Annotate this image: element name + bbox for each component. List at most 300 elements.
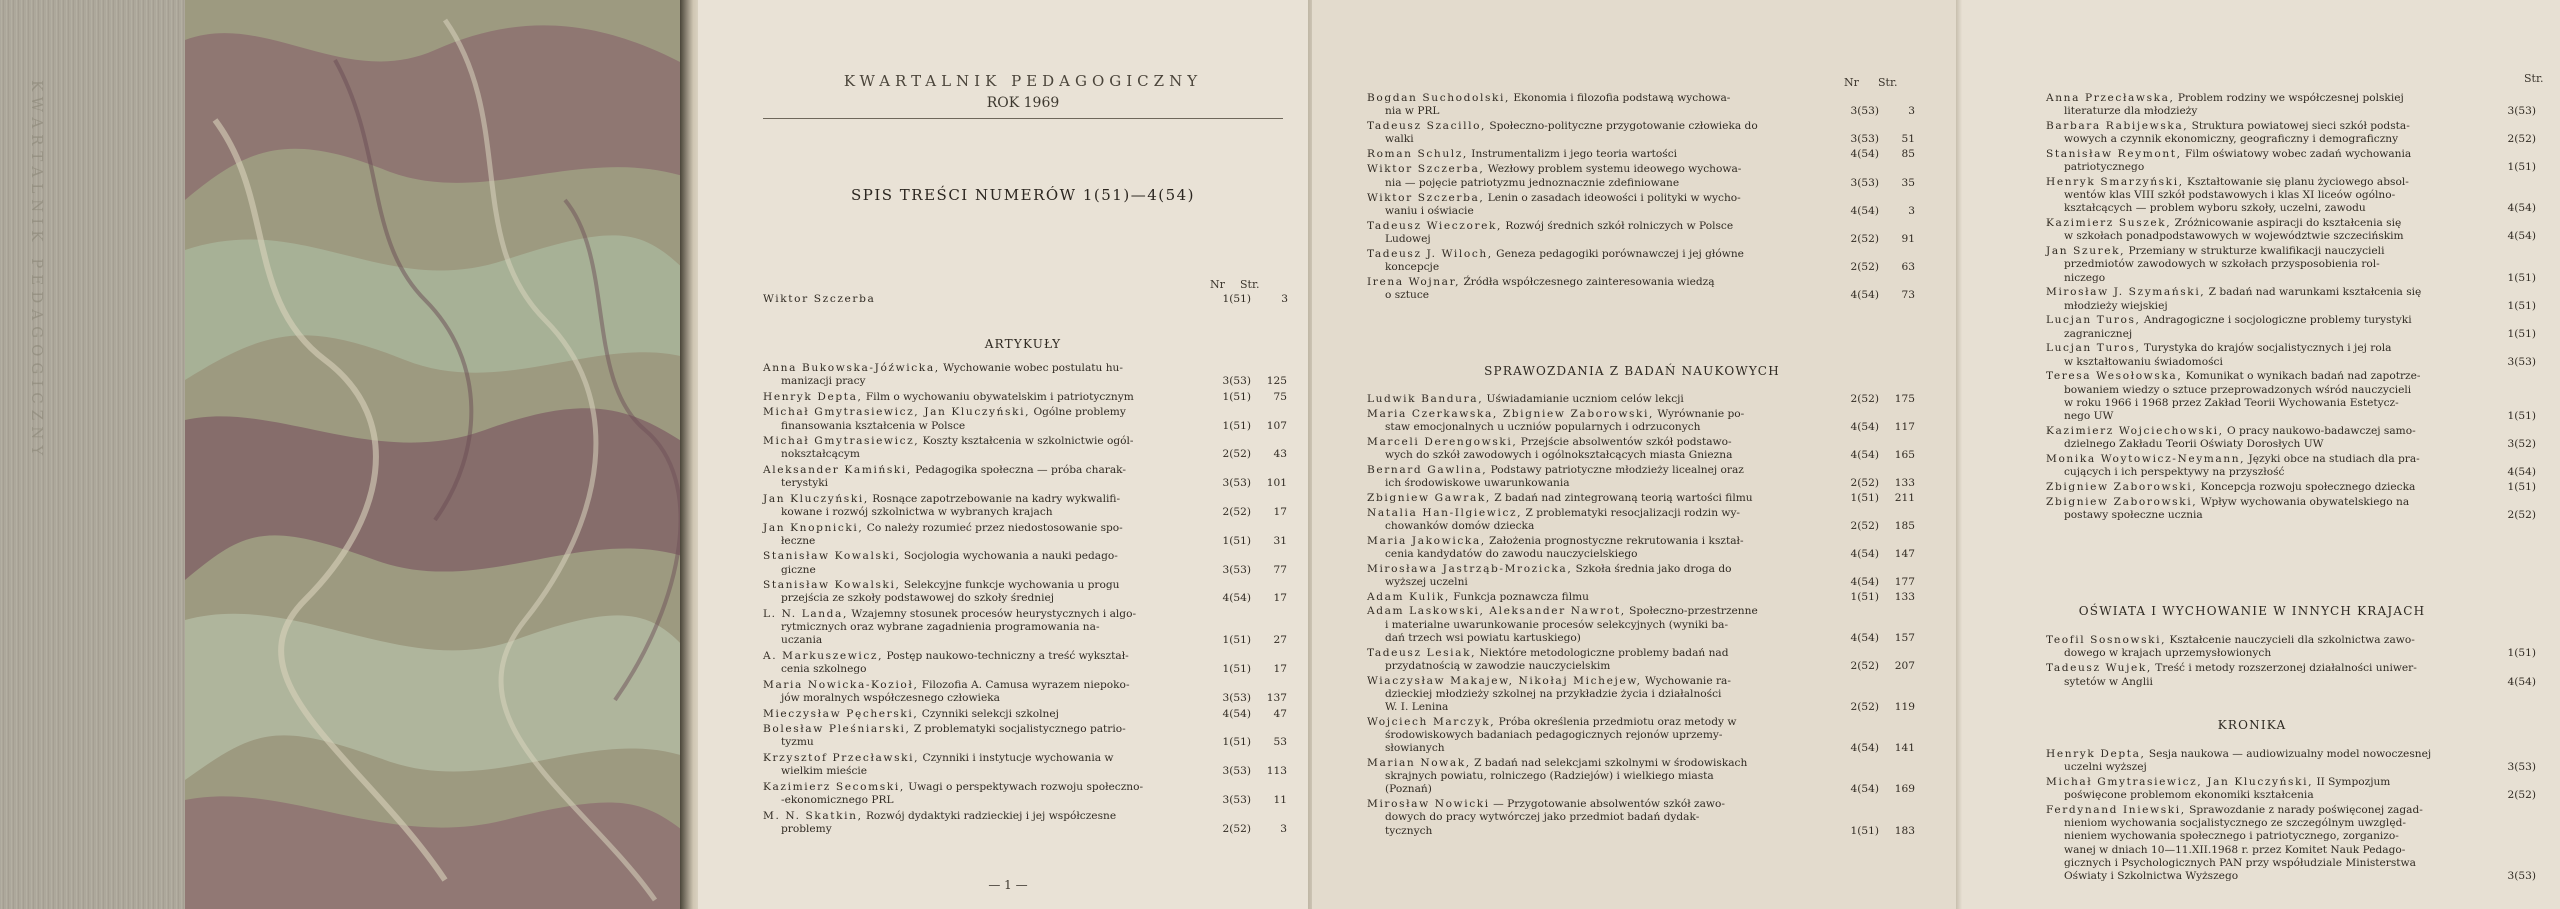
toc-entry	[1367, 436, 1927, 462]
entry-title: Komunikat o wynikach badań nad zapotrze-	[2185, 370, 2421, 383]
entry-title: Filozofia A. Camusa wyrazem niepoko-	[921, 678, 1130, 691]
entry-title-continuation: giczne	[781, 563, 816, 576]
entry-title-continuation: wyższej uczelni	[1385, 575, 1468, 588]
entry-issue-number: 4(54)	[1222, 592, 1251, 605]
entry-page-number: 73	[1901, 289, 1915, 302]
entry-title-continuation: dzielnego Zakładu Teorii Oświaty Dorosłych UW	[2064, 438, 2324, 450]
entry-title-continuation: wowych a czynnik ekonomiczny, geograficzny i demograficzny	[2064, 133, 2399, 146]
section-kronika: KRONIKA	[2217, 718, 2287, 732]
entry-author: M. N. Skatkin,	[763, 809, 863, 822]
entry-issue-number: 2(52)	[1222, 822, 1251, 835]
entry-issue-number: 2(52)	[2507, 789, 2536, 802]
toc-entry	[2046, 634, 2546, 660]
toc-title: SPIS TREŚCI NUMERÓW 1(51)—4(54)	[850, 186, 1196, 204]
entry-line	[2046, 804, 2546, 817]
entry-line	[1367, 507, 1927, 520]
entry-author: Bolesław Pleśniarski,	[763, 723, 911, 736]
entry-title: Z problematyki resocjalizacji rodzin wy-	[1525, 506, 1741, 519]
entry-page-number: 175	[1894, 393, 1915, 405]
entry-author: Natalia Han-Ilgiewicz,	[1367, 506, 1523, 519]
page-3	[1962, 0, 2560, 909]
entry-page-number: 43	[1273, 448, 1287, 461]
entry-author: Marian Nowak,	[1367, 757, 1471, 769]
entry-title: Z problematyki socjalistycznego patrio-	[913, 723, 1126, 736]
entry-issue-number: 2(52)	[1850, 232, 1879, 245]
entry-line	[1367, 605, 1927, 618]
entry-line	[2046, 776, 2546, 789]
entry-title-continuation: nieniom wychowania socjalistycznego ze szczególnym uwzględ- nieniem wychowania społecznego i patriotycznego, zorganizo- wanej w dniach 10—11.XII.1968 r. przez Komitet Nauk Pedago- gicznych i Psychologicznych PAN przy współudziale Ministerstwa Oświaty i Szkolnictwa Wyższego	[2064, 817, 2416, 883]
entry-author: Michał Gmytrasiewicz,	[763, 435, 920, 448]
entry-line	[763, 464, 1288, 477]
toc-entry	[1367, 248, 1927, 274]
toc-entry	[763, 708, 1288, 721]
entry-author: Ludwik Bandura,	[1367, 393, 1484, 405]
entry-title-continuation: przydatnością w zawodzie nauczycielskim	[1385, 659, 1611, 672]
entry-line	[2046, 148, 2546, 161]
entry-issue-number: 3(53)	[2507, 870, 2536, 882]
entry-line	[763, 522, 1288, 535]
entry-page-number: 185	[1894, 519, 1915, 532]
entry-line	[763, 406, 1288, 419]
entry-page-number: 17	[1273, 505, 1287, 518]
entry-issue-number: 4(54)	[1850, 448, 1879, 461]
toc-entry	[2046, 370, 2546, 423]
marbled-cover	[185, 0, 695, 909]
entry-title: Wyrównanie po-	[1657, 407, 1745, 420]
entry-title-continuation: w kształtowaniu świadomości	[2064, 355, 2223, 368]
entry-title: Niektóre metodologiczne problemy badań nad	[1479, 646, 1729, 659]
entry-line	[1367, 798, 1927, 811]
entry-issue-number: 4(54)	[2507, 465, 2536, 478]
entry-line	[1367, 535, 1927, 548]
entry-page-number: 27	[1273, 634, 1287, 647]
entry-line	[2046, 662, 2546, 675]
toc-entry	[763, 522, 1288, 548]
entry-title-continuation: i materialne uwarunkowanie procesów selekcyjnych (wyniki ba- dań trzech wsi powiatu kartuskiego)	[1385, 618, 1729, 644]
entry-author: Kazimierz Suszek,	[2046, 217, 2172, 230]
entry-author: Bogdan Suchodolski,	[1367, 92, 1511, 104]
entry-issue-number: 1(51)	[1850, 590, 1879, 603]
toc-entry	[1367, 464, 1927, 490]
entry-title: Przejście absolwentów szkół podstawo-	[1520, 435, 1732, 448]
entry-title: Założenia prognostyczne rekrutowania i kształ-	[1489, 534, 1744, 547]
entry-issue-number: 3(53)	[1850, 176, 1879, 189]
entry-issue-number: 1(51)	[1222, 534, 1251, 547]
entry-page-number: 17	[1273, 592, 1287, 605]
entry-issue-number: 4(54)	[1850, 783, 1879, 796]
entry-author: L. N. Landa,	[763, 608, 848, 620]
entry-issue-number: 3(53)	[1222, 793, 1251, 806]
entry-author: Mirosław J. Szymański,	[2046, 286, 2206, 299]
entry-title: — Przygotowanie absolwentów szkół zawo-	[1493, 798, 1725, 811]
entry-author: Lucjan Turos,	[2046, 314, 2141, 327]
entry-title-continuation: sytetów w Anglii	[2064, 675, 2153, 688]
entry-line	[1367, 464, 1927, 477]
entry-line	[1367, 120, 1927, 133]
entry-issue-number: 2(52)	[1850, 476, 1879, 489]
entry-title: Ogólne problemy	[1033, 406, 1126, 419]
entry-line	[1367, 675, 1927, 688]
toc-entry	[2046, 176, 2546, 216]
entry-title: Próba określenia przedmiotu oraz metody w	[1498, 715, 1737, 728]
entry-title-continuation: finansowania kształcenia w Polsce	[781, 419, 966, 432]
entry-page-number: 85	[1901, 148, 1915, 161]
entry-title-continuation: rytmicznych oraz wybrane zagadnienia programowania na- uczania	[781, 621, 1100, 647]
entry-line	[2046, 176, 2546, 189]
entry-issue-number: 3(53)	[2507, 355, 2536, 368]
entry-page-number: 147	[1894, 547, 1915, 560]
title-rule	[763, 118, 1283, 119]
entry-author: Tadeusz Wieczorek,	[1367, 219, 1502, 232]
entry-line	[1367, 757, 1927, 770]
entry-page-number: 11	[1273, 793, 1287, 806]
entry-author: Zbigniew Zaborowski,	[2046, 480, 2198, 493]
entry-author: Kazimierz Secomski,	[763, 780, 905, 793]
entry-title: Wzajemny stosunek procesów heurystycznych i algo-	[851, 608, 1137, 620]
entry-author: Teofil Sosnowski,	[2046, 634, 2167, 646]
entry-page-number: 35	[1901, 176, 1915, 189]
toc-entry	[2046, 120, 2546, 146]
entry-line	[763, 493, 1288, 506]
entry-title: Turystyka do krajów socjalistycznych i jej rola	[2143, 342, 2392, 355]
entry-issue-number: 4(54)	[1850, 742, 1879, 755]
toc-entry	[763, 550, 1288, 576]
entry-line	[2046, 370, 2546, 383]
toc-entry	[1367, 220, 1927, 246]
toc-entry	[1367, 148, 1927, 161]
entry-page-number: 47	[1273, 707, 1287, 720]
toc-entry	[763, 391, 1288, 404]
column-nr-header-2: Nr	[1844, 76, 1859, 89]
entry-line	[763, 679, 1288, 692]
entry-title: II Sympozjum	[2316, 776, 2391, 788]
entry-title-continuation: literaturze dla młodzieży	[2064, 105, 2198, 118]
entry-line	[2046, 496, 2546, 509]
entry-title-continuation: waniu i oświacie	[1385, 204, 1474, 217]
entry-title: Geneza pedagogiki porównawczej i jej główne	[1496, 248, 1744, 260]
entry-page-number: 133	[1894, 476, 1915, 489]
entry-page-number: 77	[1273, 563, 1287, 576]
entry-title: Sesja naukowa — audiowizualny model nowoczesnej	[2148, 748, 2432, 760]
toc-entry	[2046, 148, 2546, 174]
entry-issue-number: 2(52)	[1222, 448, 1251, 461]
entry-author: Krzysztof Przecławski,	[763, 752, 920, 764]
entry-issue-number: 1(51)	[1850, 824, 1879, 837]
entry-author: Adam Kulik,	[1367, 590, 1450, 603]
entry-page-number: 165	[1894, 448, 1915, 461]
entry-issue-number: 2(52)	[1850, 261, 1879, 274]
entry-author: Wojciech Marczyk,	[1367, 715, 1496, 728]
entry-title: Ekonomia i filozofia podstawą wychowa-	[1513, 92, 1731, 104]
entry-title-continuation: przedmiotów zawodowych w szkołach przysposobienia rol- niczego	[2064, 258, 2380, 284]
toc-entry	[763, 679, 1288, 705]
entry-title-continuation: kowane i rozwój szkolnictwa w wybranych krajach	[781, 506, 1053, 518]
page-1	[698, 0, 1310, 909]
entry-page-number: 169	[1894, 783, 1915, 796]
entry-title: Film oświatowy wobec zadań wychowania	[2184, 148, 2412, 160]
entry-title: Rozwój dydaktyki radzieckiej i jej współczesne	[865, 809, 1117, 822]
toc-entry	[2046, 748, 2546, 774]
toc-entry	[2046, 217, 2546, 243]
entry-page-number: 119	[1894, 700, 1915, 713]
entry-line	[2046, 120, 2546, 133]
entry-issue-number: 1(51)	[1222, 419, 1251, 432]
entry-author: Tadeusz Szacillo,	[1367, 120, 1487, 133]
spine-title: KWARTALNIK PEDAGOGICZNY	[28, 80, 46, 462]
entry-line	[2046, 453, 2546, 466]
entry-title: Podstawy patriotyczne młodzieży licealnej oraz	[1490, 463, 1744, 476]
entry-issue-number: 2(52)	[2507, 133, 2536, 146]
entry-author: Wiaczysław Makajew, Nikołaj Michejew,	[1367, 674, 1642, 687]
entry-page-number: 117	[1894, 420, 1915, 433]
entry-issue-number: 4(54)	[1850, 148, 1879, 161]
entry-title: Szkoła średnia jako droga do	[1575, 562, 1732, 575]
entry-issue-number: 3(53)	[1222, 563, 1251, 576]
entry-line	[2046, 425, 2546, 438]
entry-issue-number: 3(53)	[1850, 133, 1879, 146]
entry-author: Jan Kluczyński,	[763, 492, 869, 505]
entry-author: Michał Gmytrasiewicz, Jan Kluczyński,	[763, 406, 1031, 419]
entry-author: Lucjan Turos,	[2046, 342, 2141, 355]
entry-page-number: 125	[1266, 375, 1287, 388]
section-sprawozdania: SPRAWOZDANIA Z BADAŃ NAUKOWYCH	[1484, 364, 1780, 378]
toc-entry	[763, 579, 1288, 605]
entry-title: Wychowanie wobec postulatu hu-	[943, 362, 1123, 374]
entry-title: Z badań nad zintegrowaną teorią wartości filmu	[1494, 491, 1753, 504]
entry-issue-number: 4(54)	[2507, 675, 2536, 688]
entry-title-continuation: cenia kandydatów do zawodu nauczycielskiego	[1385, 547, 1638, 560]
toc-entry	[2046, 453, 2546, 479]
toc-entry	[1367, 393, 1927, 406]
entry-issue-number: 1(51)	[2507, 299, 2536, 312]
entry-title: Przemiany w strukturze kwalifikacji nauczycieli	[2128, 245, 2385, 258]
entry-title-continuation: cenia szkolnego	[781, 663, 867, 676]
entry-issue-number: 4(54)	[2507, 230, 2536, 243]
toc-entry	[763, 781, 1288, 807]
entry-author: Jan Szurek,	[2046, 245, 2126, 258]
entry-line	[763, 723, 1288, 736]
entry-line	[1367, 436, 1927, 449]
entry-issue-number: 2(52)	[2507, 508, 2536, 521]
entry-title-continuation: dowego w krajach uprzemysłowionych	[2064, 647, 2272, 660]
toc-entry	[2046, 496, 2546, 522]
entry-issue-number: 4(54)	[1850, 420, 1879, 433]
entry-author: Irena Wojnar,	[1367, 276, 1461, 289]
entry-title: Funkcja poznawcza filmu	[1453, 590, 1589, 603]
toc-entry	[2046, 804, 2546, 883]
entry-issue-number: 3(52)	[2507, 437, 2536, 450]
entry-author: Marceli Derengowski,	[1367, 435, 1518, 448]
entry-title-continuation: o sztuce	[1385, 289, 1430, 302]
entry-title-continuation: koncepcje	[1385, 261, 1440, 274]
entry-title: Wezłowy problem systemu ideowego wychowa-	[1487, 163, 1742, 176]
entry-title-continuation: młodzieży wiejskiej	[2064, 299, 2168, 312]
entry-title: Wpływ wychowania obywatelskiego na	[2200, 495, 2410, 508]
column-str-header-3: Str.	[2524, 72, 2544, 85]
entry-title-continuation: walki	[1385, 133, 1414, 146]
entry-issue-number: 1(51)	[1222, 634, 1251, 647]
toc-entry	[2046, 776, 2546, 802]
entry-title: Sprawozdanie z narady poświęconej zagad-	[2189, 804, 2423, 816]
page-footer: — 1 —	[988, 878, 1028, 892]
entry-line	[763, 650, 1288, 663]
entry-title-continuation: terystyki	[781, 477, 829, 490]
entry-title-continuation: tyzmu	[781, 736, 814, 749]
toc-entry	[1367, 163, 1927, 189]
entry-title-continuation: przejścia ze szkoły podstawowej do szkoły średniej	[781, 592, 1055, 605]
entry-title-continuation: staw emocjonalnych u uczniów popularnych i odrzuconych	[1385, 421, 1701, 433]
entry-author: Anna Bukowska-Jóźwicka,	[763, 362, 940, 374]
entry-issue-number: 3(53)	[1222, 477, 1251, 490]
toc-entry	[1367, 757, 1927, 797]
entry-title: Problem rodziny we współczesnej polskiej	[2177, 92, 2404, 104]
entry-author: Monika Woytowicz-Neymann,	[2046, 452, 2246, 465]
entry-author: Tadeusz Lesiak,	[1367, 646, 1477, 659]
entry-line	[2046, 342, 2546, 355]
entry-author: Roman Schulz,	[1367, 148, 1468, 161]
toc-entry	[1367, 605, 1927, 645]
entry-title-continuation: -ekonomicznego PRL	[781, 794, 894, 806]
dedication-nr: 1(51)	[1222, 293, 1251, 305]
entry-title-continuation: skrajnych powiatu, rolniczego (Radziejów) i wielkiego miasta (Poznań)	[1385, 770, 1714, 796]
entry-title-continuation: w szkołach ponadpodstawowych w województwie szczecińskim	[2064, 230, 2404, 243]
entry-issue-number: 2(52)	[1850, 659, 1879, 672]
toc-entry	[2046, 314, 2546, 340]
entry-title: Struktura powiatowej sieci szkół podsta-	[2191, 120, 2410, 132]
toc-entry	[1367, 716, 1927, 756]
entry-page-number: 3	[1908, 204, 1915, 217]
entry-title-continuation: zagranicznej	[2064, 327, 2133, 340]
entry-issue-number: 3(53)	[1850, 105, 1879, 118]
toc-entry	[763, 752, 1288, 778]
toc-entry	[1367, 591, 1927, 604]
entry-issue-number: 3(53)	[1222, 691, 1251, 704]
entry-author: Mieczysław Pęcherski,	[763, 707, 919, 720]
entry-title-continuation: postawy społeczne ucznia	[2064, 508, 2203, 521]
entry-title-continuation: chowanków domów dziecka	[1385, 519, 1535, 532]
entry-title: Selekcyjne funkcje wychowania u progu	[903, 579, 1120, 592]
entry-author: Ferdynand Iniewski,	[2046, 804, 2186, 816]
toc-entry	[2046, 481, 2546, 494]
entry-author: Tadeusz J. Wiloch,	[1367, 248, 1493, 260]
entry-page-number: 91	[1901, 232, 1915, 245]
entry-page-number: 75	[1273, 390, 1287, 403]
entry-title: Postęp naukowo-techniczny a treść wykształ-	[886, 650, 1129, 662]
entry-issue-number: 1(51)	[1222, 736, 1251, 749]
entry-line	[1367, 92, 1927, 105]
entry-author: Mirosław Nowicki	[1367, 798, 1490, 811]
entry-title: Społeczno-przestrzenne	[1629, 605, 1758, 618]
entry-line	[763, 579, 1288, 592]
entry-issue-number: 4(54)	[1850, 547, 1879, 560]
toc-entry	[1367, 276, 1927, 302]
entry-line	[763, 781, 1288, 794]
toc-entry	[763, 435, 1288, 461]
toc-entry	[1367, 647, 1927, 673]
entry-line	[763, 810, 1288, 823]
entry-title: Instrumentalizm i jego teoria wartości	[1471, 148, 1678, 161]
entry-line	[1367, 647, 1927, 660]
entry-line	[2046, 92, 2546, 105]
entry-title: Czynniki i instytucje wychowania w	[922, 752, 1114, 764]
entry-title: Z badań nad selekcjami szkolnymi w środowiskach	[1474, 757, 1748, 769]
toc-entry	[2046, 662, 2546, 688]
entry-issue-number: 1(51)	[1222, 390, 1251, 403]
entry-author: Michał Gmytrasiewicz, Jan Kluczyński,	[2046, 776, 2314, 788]
entry-title-continuation: środowiskowych badaniach pedagogicznych rejonów uprzemy- słowianych	[1385, 729, 1723, 755]
entry-title-continuation: dzieckiej młodzieży szkolnej na przykładzie życia i działalności W. I. Lenina	[1385, 687, 1722, 713]
entry-issue-number: 2(52)	[1850, 700, 1879, 713]
toc-entry	[763, 723, 1288, 749]
entry-title: Czynniki selekcji szkolnej	[921, 707, 1059, 720]
entry-line	[2046, 245, 2546, 258]
entry-page-number: 101	[1266, 477, 1287, 490]
entry-title-continuation: problemy	[781, 822, 832, 835]
entry-title: Języki obce na studiach dla pra-	[2248, 452, 2420, 465]
entry-page-number: 31	[1273, 534, 1287, 547]
entry-title-continuation: łeczne	[781, 534, 816, 547]
entry-author: Bernard Gawlina,	[1367, 463, 1488, 476]
toc-entry	[1367, 92, 1927, 118]
entry-line	[1367, 248, 1927, 261]
entry-line	[1367, 716, 1927, 729]
entry-title-continuation: uczelni wyższej	[2064, 761, 2147, 774]
entry-page-number: 207	[1894, 659, 1915, 672]
toc-entry	[763, 464, 1288, 490]
entry-page-number: 113	[1266, 765, 1287, 778]
marble-pattern	[185, 0, 695, 909]
entry-page-number: 17	[1273, 663, 1287, 676]
entry-issue-number: 3(53)	[1222, 765, 1251, 778]
entry-author: Mirosława Jastrząb-Mrozicka,	[1367, 562, 1573, 575]
entry-page-number: 3	[1280, 822, 1287, 835]
entry-issue-number: 1(51)	[2507, 161, 2536, 174]
entry-line	[2046, 748, 2546, 761]
entry-line	[1367, 408, 1927, 421]
page-2	[1312, 0, 1960, 909]
entry-author: Henryk Depta,	[763, 390, 863, 403]
entry-issue-number: 3(53)	[2507, 761, 2536, 774]
column-str-header: Str.	[1240, 278, 1260, 291]
toc-entry	[1367, 798, 1927, 838]
toc-entry	[1367, 192, 1927, 218]
section-oswiata: OŚWIATA I WYCHOWANIE W INNYCH KRAJACH	[2078, 604, 2426, 618]
toc-entry	[763, 362, 1288, 388]
entry-author: Stanisław Kowalski,	[763, 579, 901, 592]
entry-title: Pedagogika społeczna — próba charak-	[915, 464, 1126, 476]
entry-author: Anna Przecławska,	[2046, 92, 2175, 104]
entry-page-number: 137	[1266, 691, 1287, 704]
entry-line	[2046, 286, 2546, 299]
entry-title-continuation: patriotycznego	[2064, 161, 2145, 174]
entry-page-number: 63	[1901, 261, 1915, 274]
entry-author: Kazimierz Wojciechowski,	[2046, 424, 2224, 437]
entry-issue-number: 4(54)	[2507, 202, 2536, 215]
entry-line	[1367, 276, 1927, 289]
entry-issue-number: 1(51)	[2507, 327, 2536, 340]
toc-entry	[2046, 286, 2546, 312]
entry-page-number: 141	[1894, 742, 1915, 755]
entry-title: Uświadamianie uczniom celów lekcji	[1486, 393, 1684, 405]
entry-page-number: 157	[1894, 631, 1915, 644]
entry-title-continuation: manizacji pracy	[781, 375, 866, 388]
entry-title-continuation: cujących i ich perspektywy na przyszłość	[2064, 466, 2285, 478]
toc-entry	[763, 406, 1288, 432]
entry-title-continuation: dowych do pracy wytwórczej jako przedmiot badań dydak- tycznych	[1385, 811, 1700, 837]
entry-title: Socjologia wychowania a nauki pedago-	[903, 550, 1118, 563]
toc-entry	[2046, 425, 2546, 451]
entry-title: Społeczno-polityczne przygotowanie człowieka do	[1489, 120, 1758, 133]
